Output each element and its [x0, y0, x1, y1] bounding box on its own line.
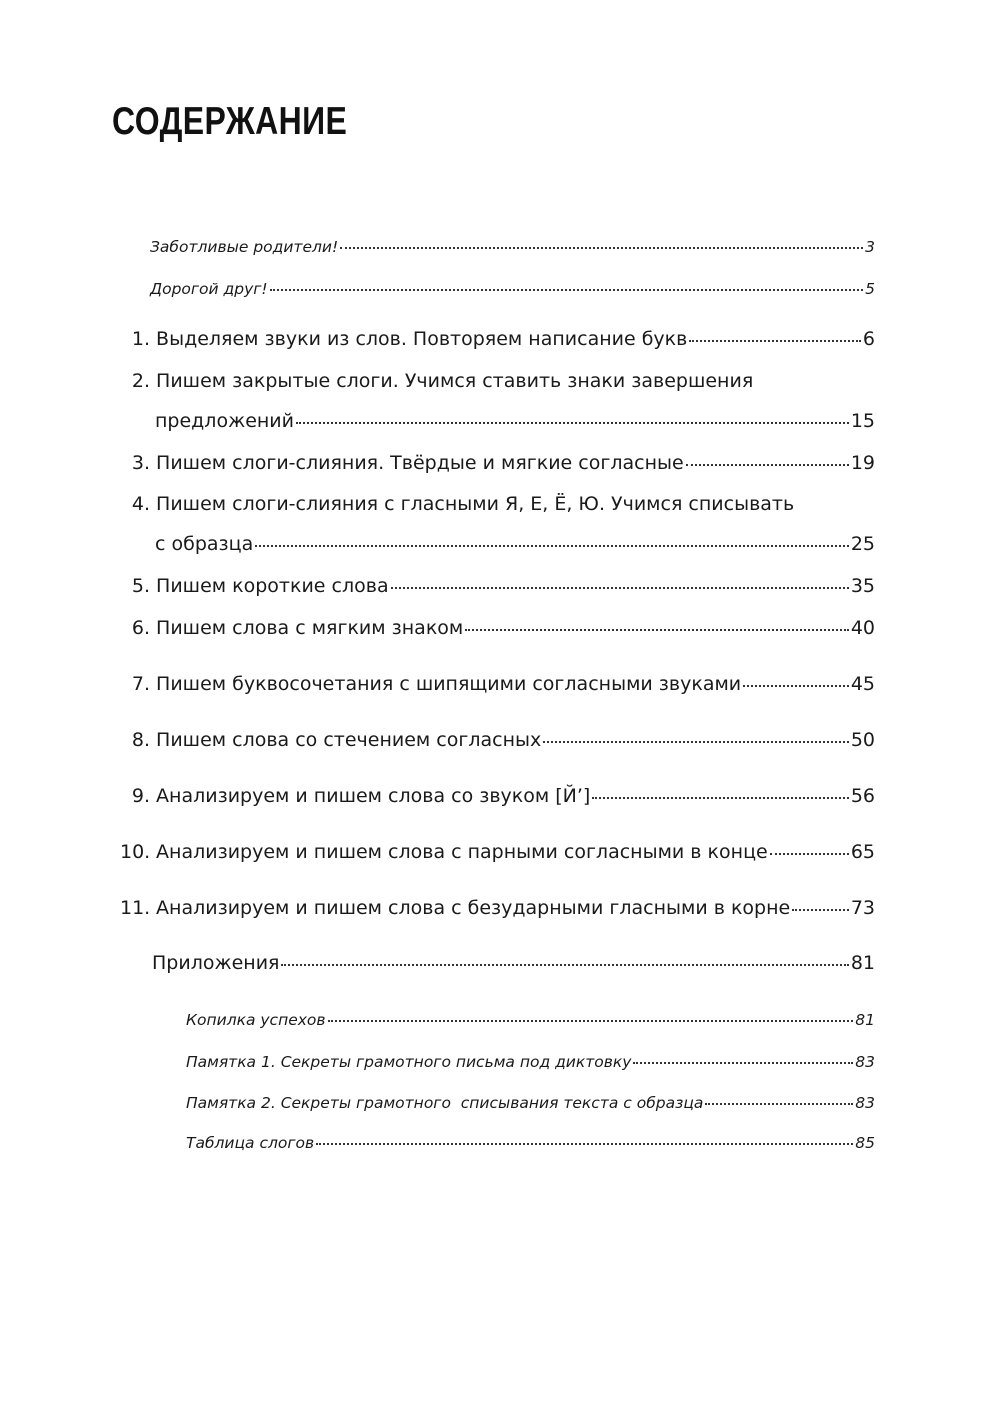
- page-number: 19: [850, 452, 875, 474]
- dot-leader: [316, 1143, 853, 1145]
- chapter-number: 6.: [131, 617, 150, 639]
- entry-text: Выделяем звуки из слов. Повторяем написание букв: [156, 328, 688, 350]
- dot-leader: [686, 464, 849, 466]
- page-title: СОДЕРЖАНИЕ: [112, 100, 348, 143]
- entry-text: Памятка 1. Секреты грамотного письма под диктовку: [186, 1053, 632, 1071]
- entry-text: Пишем слова с мягким знаком: [156, 617, 464, 639]
- page-number: 50: [850, 729, 875, 751]
- chapter-number: 7.: [131, 673, 150, 695]
- page-number: 83: [855, 1094, 875, 1112]
- entry-text: Пишем слова со стечением согласных: [156, 729, 542, 751]
- toc-entry-chapter-9[interactable]: [120, 785, 875, 807]
- dot-leader: [689, 340, 861, 342]
- entry-text: Дорогой друг!: [150, 280, 268, 298]
- entry-text: Пишем закрытые слоги. Учимся ставить знаки завершения: [156, 370, 754, 392]
- toc-entry-appendix[interactable]: [152, 952, 875, 974]
- page-number: 81: [855, 1011, 875, 1029]
- toc-entry-chapter-10[interactable]: [120, 841, 875, 863]
- page-number: 6: [862, 328, 875, 350]
- dot-leader: [270, 289, 863, 291]
- entry-text: Пишем короткие слова: [156, 575, 389, 597]
- entry-text: Пишем слоги-слияния. Твёрдые и мягкие согласные: [156, 452, 684, 474]
- toc-entry-intro-1[interactable]: [150, 238, 875, 256]
- entry-text: с образца: [155, 533, 254, 555]
- entry-text: Приложения: [152, 952, 280, 974]
- toc-entry-chapter-4-line1[interactable]: [120, 493, 875, 515]
- toc-entry-chapter-7[interactable]: [120, 673, 875, 695]
- dot-leader: [633, 1062, 853, 1064]
- chapter-number: 2.: [131, 370, 150, 392]
- toc-entry-chapter-5[interactable]: [120, 575, 875, 597]
- toc-entry-chapter-6[interactable]: [120, 617, 875, 639]
- dot-leader: [743, 685, 849, 687]
- page-number: 35: [850, 575, 875, 597]
- entry-text: Анализируем и пишем слова с парными согласными в конце: [156, 841, 768, 863]
- dot-leader: [296, 422, 849, 424]
- page-number: 56: [850, 785, 875, 807]
- dot-leader: [281, 964, 848, 966]
- chapter-number: 1.: [131, 328, 150, 350]
- chapter-number: 8.: [131, 729, 150, 751]
- page-number: 3: [865, 238, 875, 256]
- page-number: 85: [855, 1134, 875, 1152]
- entry-text: Пишем слоги-слияния с гласными Я, Е, Ё, Ю. Учимся списывать: [156, 493, 795, 515]
- page-number: 5: [865, 280, 875, 298]
- page-number: 65: [850, 841, 875, 863]
- toc-entry-chapter-2-line1[interactable]: [120, 370, 875, 392]
- toc-entry-chapter-4-line2[interactable]: [155, 533, 875, 555]
- entry-text: Памятка 2. Секреты грамотного списывания текста с образца: [186, 1094, 704, 1112]
- toc-entry-chapter-11[interactable]: [120, 897, 875, 919]
- dot-leader: [770, 853, 849, 855]
- toc-entry-intro-2[interactable]: [150, 280, 875, 298]
- dot-leader: [792, 909, 849, 911]
- page-number: 25: [850, 533, 875, 555]
- toc-entry-chapter-8[interactable]: [120, 729, 875, 751]
- dot-leader: [340, 247, 863, 249]
- toc-entry-appendix-item-1[interactable]: [186, 1011, 875, 1029]
- page-number: 15: [850, 410, 875, 432]
- dot-leader: [465, 629, 849, 631]
- dot-leader: [592, 797, 848, 799]
- dot-leader: [328, 1020, 854, 1022]
- chapter-number: 3.: [131, 452, 150, 474]
- entry-text: предложений: [155, 410, 295, 432]
- page-number: 40: [850, 617, 875, 639]
- entry-text: Анализируем и пишем слова со звуком [Й’]: [156, 785, 591, 807]
- page-number: 83: [855, 1053, 875, 1071]
- dot-leader: [255, 545, 849, 547]
- chapter-number: 9.: [131, 785, 150, 807]
- entry-text: Анализируем и пишем слова с безударными гласными в корне: [156, 897, 791, 919]
- dot-leader: [543, 741, 849, 743]
- entry-text: Пишем буквосочетания с шипящими согласными звуками: [156, 673, 742, 695]
- toc-entry-chapter-1[interactable]: [120, 328, 875, 350]
- page-number: 73: [850, 897, 875, 919]
- toc-entry-chapter-2-line2[interactable]: [155, 410, 875, 432]
- entry-text: Таблица слогов: [186, 1134, 315, 1152]
- toc-entry-chapter-3[interactable]: [120, 452, 875, 474]
- toc-entry-appendix-item-3[interactable]: [186, 1094, 875, 1112]
- entry-text: Копилка успехов: [186, 1011, 326, 1029]
- toc-entry-appendix-item-4[interactable]: [186, 1134, 875, 1152]
- page-number: 81: [850, 952, 875, 974]
- chapter-number: 10.: [120, 841, 151, 863]
- toc-entry-appendix-item-2[interactable]: [186, 1053, 875, 1071]
- page-number: 45: [850, 673, 875, 695]
- chapter-number: 5.: [131, 575, 150, 597]
- chapter-number: 4.: [131, 493, 150, 515]
- chapter-number: 11.: [120, 897, 151, 919]
- dot-leader: [705, 1103, 853, 1105]
- dot-leader: [391, 587, 849, 589]
- entry-text: Заботливые родители!: [150, 238, 339, 256]
